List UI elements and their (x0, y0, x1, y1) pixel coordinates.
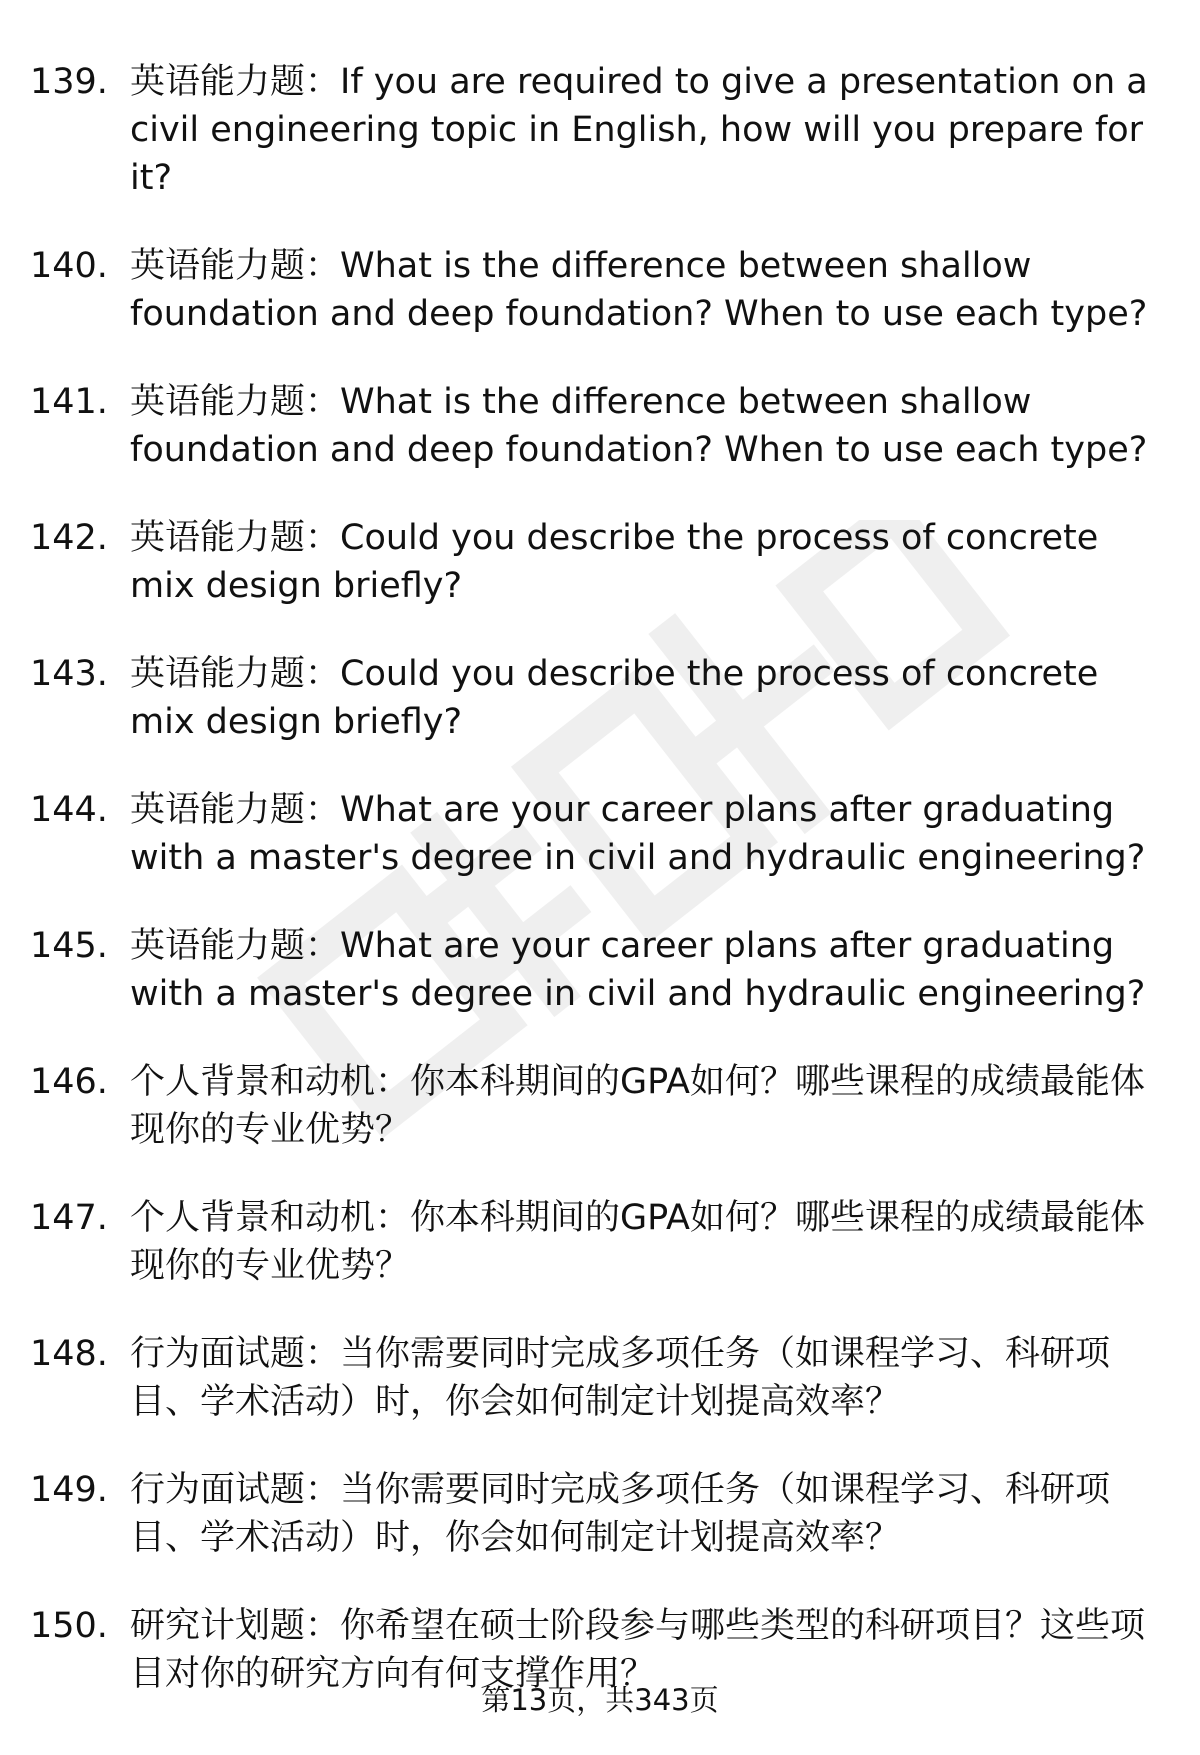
question-text: 你本科期间的GPA如何？哪些课程的成绩最能体现你的专业优势？ (130, 1198, 1145, 1286)
question-list (30, 58, 1160, 1738)
question-text: 你希望在硕士阶段参与哪些类型的科研项目？这些项目对你的研究方向有何支撑作用？ (130, 1606, 1146, 1694)
question-category: 英语能力题： (130, 246, 341, 286)
question-item (30, 1466, 1160, 1562)
question-number: 141. (30, 382, 108, 422)
question-category: 英语能力题： (130, 926, 341, 966)
question-text: What are your career plans after graduating with a master's degree in civil and hydraulic engineering? (130, 790, 1146, 878)
question-category: 英语能力题： (130, 382, 341, 422)
question-category: 英语能力题： (130, 790, 341, 830)
question-number: 148. (30, 1334, 108, 1374)
page-number-label: 第13页，共343页 (481, 1683, 719, 1717)
question-category: 研究计划题： (130, 1606, 341, 1646)
question-category: 个人背景和动机： (130, 1062, 411, 1102)
question-item (30, 786, 1160, 882)
page-footer (0, 1680, 1200, 1720)
question-category: 个人背景和动机： (130, 1198, 411, 1238)
question-item (30, 1194, 1160, 1290)
question-text: 你本科期间的GPA如何？哪些课程的成绩最能体现你的专业优势？ (130, 1062, 1145, 1150)
question-text: Could you describe the process of concrete mix design briefly? (130, 518, 1099, 606)
question-number: 147. (30, 1198, 108, 1238)
question-text: What is the difference between shallow foundation and deep foundation? When to use each type? (130, 246, 1148, 334)
question-number: 143. (30, 654, 108, 694)
question-text: If you are required to give a presentation on a civil engineering topic in English, how will you prepare for it? (130, 62, 1148, 198)
question-item (30, 378, 1160, 474)
question-text: Could you describe the process of concrete mix design briefly? (130, 654, 1099, 742)
question-text: 当你需要同时完成多项任务（如课程学习、科研项目、学术活动）时，你会如何制定计划提高效率？ (130, 1334, 1111, 1422)
question-number: 149. (30, 1470, 108, 1510)
question-number: 150. (30, 1606, 108, 1646)
question-number: 144. (30, 790, 108, 830)
question-category: 英语能力题： (130, 654, 341, 694)
question-item (30, 514, 1160, 610)
question-text: 当你需要同时完成多项任务（如课程学习、科研项目、学术活动）时，你会如何制定计划提高效率？ (130, 1470, 1111, 1558)
question-item (30, 922, 1160, 1018)
question-item (30, 58, 1160, 202)
question-number: 146. (30, 1062, 108, 1102)
question-category: 英语能力题： (130, 518, 341, 558)
question-text: What are your career plans after graduating with a master's degree in civil and hydraulic engineering? (130, 926, 1146, 1014)
question-category: 英语能力题： (130, 62, 341, 102)
question-item (30, 1058, 1160, 1154)
question-number: 142. (30, 518, 108, 558)
question-item (30, 650, 1160, 746)
question-category: 行为面试题： (130, 1334, 341, 1374)
question-category: 行为面试题： (130, 1470, 341, 1510)
question-text: What is the difference between shallow foundation and deep foundation? When to use each type? (130, 382, 1148, 470)
question-item (30, 1330, 1160, 1426)
question-number: 139. (30, 62, 108, 102)
question-number: 140. (30, 246, 108, 286)
question-number: 145. (30, 926, 108, 966)
question-item (30, 242, 1160, 338)
